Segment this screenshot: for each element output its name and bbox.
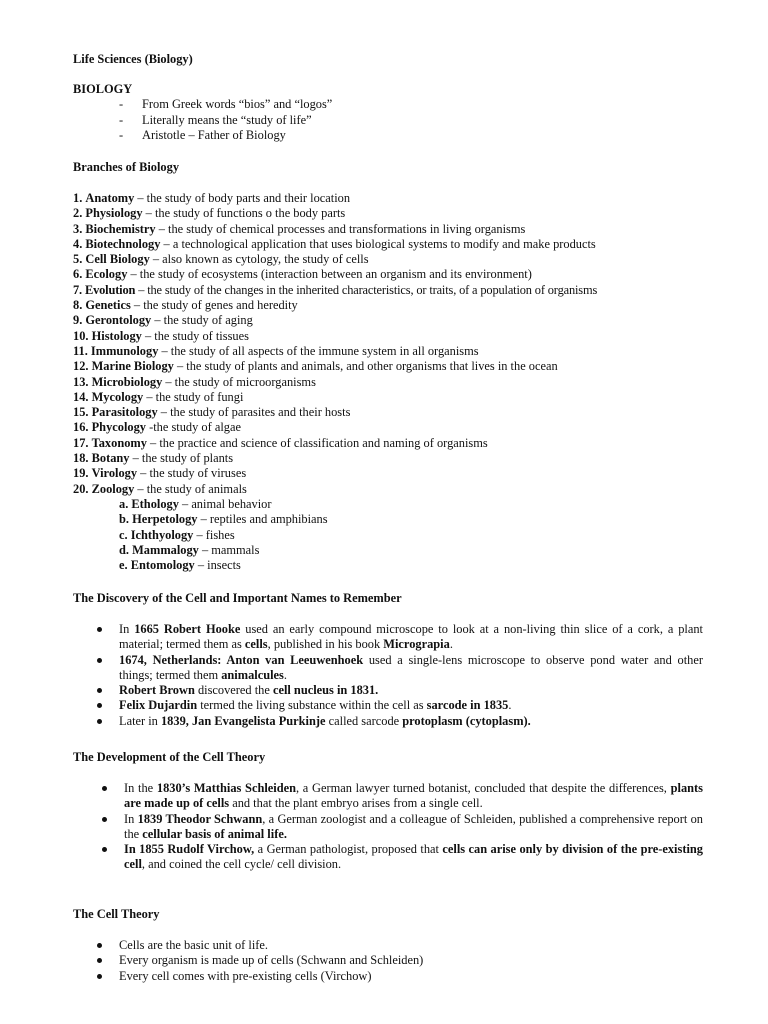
discovery-section bbox=[73, 622, 703, 729]
list-item: 12. Marine Biology – the study of plants and animals, and other organisms that lives in the ocean bbox=[73, 359, 558, 374]
bullet-icon bbox=[97, 943, 102, 948]
bullet-icon bbox=[102, 847, 107, 852]
list-item: 6. Ecology – the study of ecosystems (interaction between an organism and its environment) bbox=[73, 267, 532, 282]
bullet-icon bbox=[97, 974, 102, 979]
list-item: 5. Cell Biology – also known as cytology, the study of cells bbox=[73, 252, 369, 267]
list-item: - From Greek words “bios” and “logos” bbox=[119, 97, 333, 112]
list-item: d. Mammalogy – mammals bbox=[119, 542, 260, 557]
bullet-icon bbox=[97, 958, 102, 963]
list-item: Later in 1839, Jan Evangelista Purkinje called sarcode protoplasm (cytoplasm). bbox=[73, 714, 703, 729]
branches-heading: Branches of Biology bbox=[73, 160, 180, 174]
bullet-icon bbox=[102, 786, 107, 791]
biology-list bbox=[73, 97, 713, 143]
list-item: 16. Phycology -the study of algae bbox=[73, 420, 241, 435]
bullet-icon bbox=[97, 658, 102, 663]
list-item: 4. Biotechnology – a technological application that uses biological systems to modify and make products bbox=[73, 236, 596, 251]
list-item: In 1665 Robert Hooke used an early compound microscope to look at a non-living thin slice of a cork, a plant material; termed them as cells, published in his book Micrograpia. bbox=[73, 622, 703, 653]
discovery-list bbox=[73, 622, 703, 729]
list-item: 10. Histology – the study of tissues bbox=[73, 328, 249, 343]
bullet-icon bbox=[97, 627, 102, 632]
list-item: b. Herpetology – reptiles and amphibians bbox=[119, 512, 328, 527]
development-section bbox=[73, 781, 703, 873]
list-item: Felix Dujardin termed the living substance within the cell as sarcode in 1835. bbox=[73, 698, 703, 713]
list-item: 20. Zoology – the study of animals bbox=[73, 481, 247, 496]
list-item: 13. Microbiology – the study of microorganisms bbox=[73, 374, 316, 389]
biology-section bbox=[73, 82, 713, 143]
list-item: 19. Virology – the study of viruses bbox=[73, 466, 247, 481]
zoology-sub-list bbox=[73, 497, 733, 573]
list-item: 9. Gerontology – the study of aging bbox=[73, 313, 253, 328]
list-item: In 1839 Theodor Schwann, a German zoologist and a colleague of Schleiden, published a comprehensive report on the cellular basis of animal life. bbox=[73, 812, 703, 843]
bullet-icon bbox=[97, 688, 102, 693]
list-item: 15. Parasitology – the study of parasites and their hosts bbox=[73, 405, 351, 420]
branches-list bbox=[73, 191, 733, 497]
list-item: 11. Immunology – the study of all aspects of the immune system in all organisms bbox=[73, 343, 479, 358]
bullet-icon bbox=[97, 719, 102, 724]
list-item: 1674, Netherlands: Anton van Leeuwenhoek used a single-lens microscope to observe pond water and other things; termed them animalcules. bbox=[73, 653, 703, 684]
list-item: Cells are the basic unit of life. bbox=[73, 938, 703, 953]
list-item: e. Entomology – insects bbox=[119, 558, 241, 573]
biology-heading: BIOLOGY bbox=[73, 82, 133, 96]
development-list bbox=[73, 781, 703, 873]
list-item: 14. Mycology – the study of fungi bbox=[73, 389, 244, 404]
cell-theory-heading: The Cell Theory bbox=[73, 907, 160, 921]
list-item: 7. Evolution – the study of the changes in the inherited characteristics, or traits, of a population of organisms bbox=[73, 282, 598, 297]
list-item: - Aristotle – Father of Biology bbox=[119, 127, 286, 142]
list-item: Every organism is made up of cells (Schwann and Schleiden) bbox=[73, 953, 703, 968]
list-item: 17. Taxonomy – the practice and science of classification and naming of organisms bbox=[73, 435, 488, 450]
branches-section bbox=[73, 191, 733, 573]
list-item: 1. Anatomy – the study of body parts and their location bbox=[73, 191, 351, 205]
cell-theory-list bbox=[73, 938, 703, 984]
list-item: 8. Genetics – the study of genes and heredity bbox=[73, 298, 298, 313]
list-item: c. Ichthyology – fishes bbox=[119, 527, 235, 542]
list-item: 2. Physiology – the study of functions o the body parts bbox=[73, 206, 346, 221]
document-title: Life Sciences (Biology) bbox=[73, 52, 193, 66]
bullet-icon bbox=[97, 703, 102, 708]
list-item: a. Ethology – animal behavior bbox=[119, 496, 272, 511]
development-heading: The Development of the Cell Theory bbox=[73, 750, 266, 764]
bullet-icon bbox=[102, 817, 107, 822]
list-item: - Literally means the “study of life” bbox=[119, 112, 312, 127]
discovery-heading: The Discovery of the Cell and Important Names to Remember bbox=[73, 591, 402, 605]
list-item: In the 1830’s Matthias Schleiden, a German lawyer turned botanist, concluded that despite the differences, plants are made up of cells and that the plant embryo arises from a single cell. bbox=[73, 781, 703, 812]
list-item: Robert Brown discovered the cell nucleus in 1831. bbox=[73, 683, 703, 698]
list-item: Every cell comes with pre-existing cells (Virchow) bbox=[73, 969, 703, 984]
cell-theory-section bbox=[73, 938, 703, 984]
list-item: 18. Botany – the study of plants bbox=[73, 451, 234, 466]
list-item: 3. Biochemistry – the study of chemical processes and transformations in living organisms bbox=[73, 221, 526, 236]
list-item: In 1855 Rudolf Virchow, a German pathologist, proposed that cells can arise only by division of the pre-existing cell, and coined the cell cycle/ cell division. bbox=[73, 842, 703, 873]
